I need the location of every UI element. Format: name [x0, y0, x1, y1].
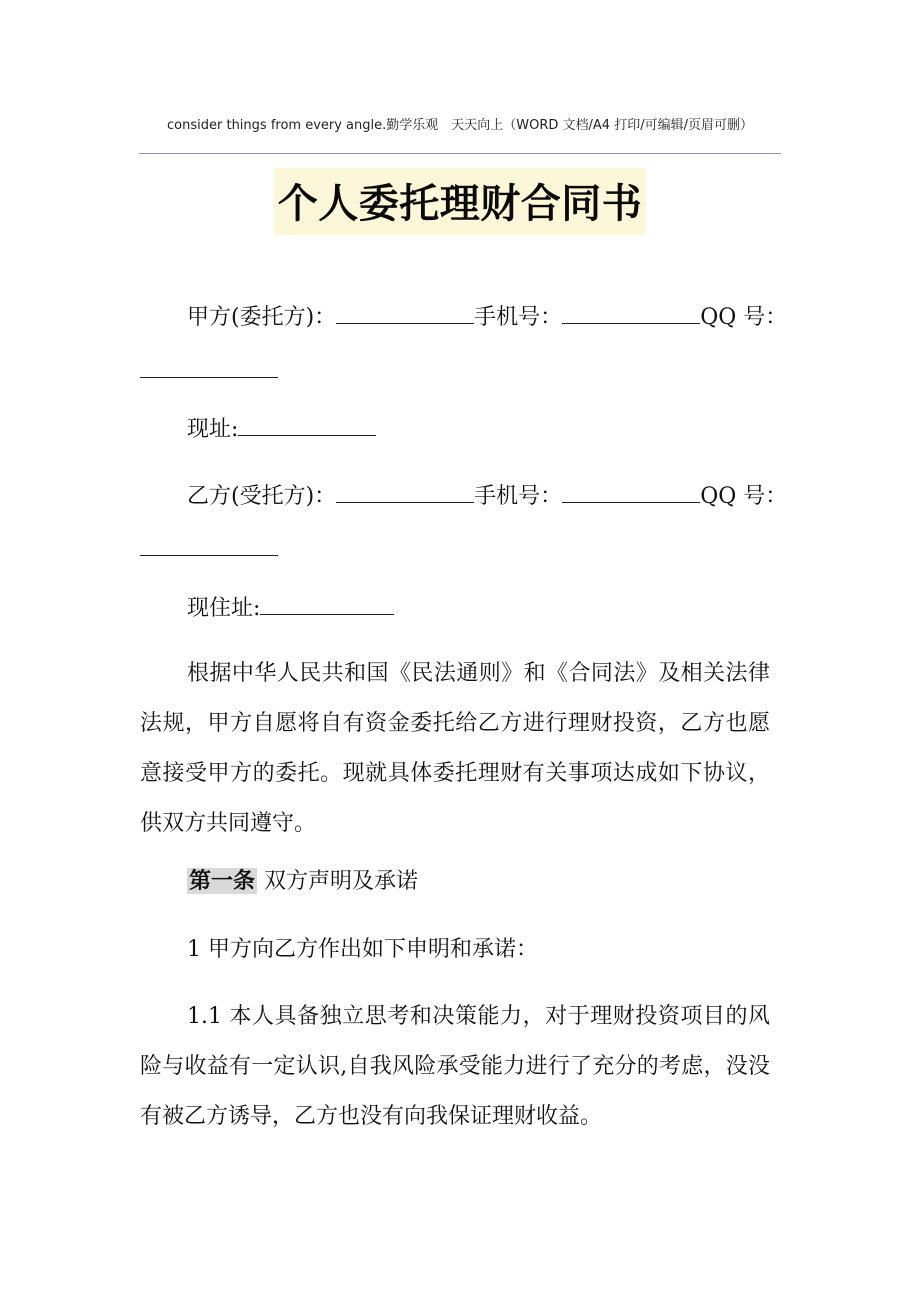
- party-b-label: 乙方(受托方)：: [187, 484, 337, 509]
- preamble-paragraph: 根据中华人民共和国《民法通则》和《合同法》及相关法律法规，甲方自愿将自有资金委托给乙方进行理财投资，乙方也愿意接受甲方的委托。现就具体委托理财有关事项达成如下协议，供双方共同遵守。: [140, 661, 770, 836]
- party-a-qq-label: QQ 号：: [700, 305, 788, 330]
- party-a-qq-blank: [140, 355, 278, 378]
- clause-1-text: 1 甲方向乙方作出如下申明和承诺：: [187, 937, 538, 962]
- article-1-title: 双方声明及承诺: [264, 869, 419, 894]
- clause-1: [140, 935, 827, 965]
- party-a-name-blank: [336, 301, 474, 324]
- party-a-qq-line: [140, 355, 780, 387]
- party-b-address-line: [140, 592, 827, 624]
- article-1-label: 第一条: [189, 868, 256, 894]
- party-a-address-label: 现址:: [187, 417, 239, 442]
- party-b-phone-label: 手机号：: [474, 484, 563, 509]
- party-b-qq-label: QQ 号：: [700, 484, 788, 509]
- header-divider: [139, 153, 781, 154]
- party-a-phone-label: 手机号：: [474, 305, 563, 330]
- party-a-address-blank: [238, 413, 376, 436]
- party-b-address-label: 现住址:: [187, 596, 261, 621]
- party-b-phone-blank: [562, 480, 700, 503]
- title-container: [0, 168, 920, 235]
- party-b-address-blank: [260, 592, 394, 615]
- party-b-qq-blank: [140, 533, 278, 556]
- party-b-line: [140, 480, 827, 512]
- article-1-heading: [140, 866, 827, 897]
- party-a-line: [140, 301, 827, 333]
- party-a-address-line: [140, 413, 827, 445]
- document-title: 个人委托理财合同书: [274, 168, 647, 235]
- clause-1-1-paragraph: 1.1 本人具备独立思考和决策能力，对于理财投资项目的风险与收益有一定认识,自我风险承受能力进行了充分的考虑，没没有被乙方诱导，乙方也没有向我保证理财收益。: [140, 1004, 770, 1129]
- party-b-name-blank: [336, 480, 474, 503]
- page-header: consider things from every angle.勤学乐观 天天向上（WORD 文档/A4 打印/可编辑/页眉可删）: [167, 118, 753, 133]
- party-b-qq-line: [140, 533, 780, 565]
- party-a-label: 甲方(委托方)：: [187, 305, 337, 330]
- party-a-phone-blank: [562, 301, 700, 324]
